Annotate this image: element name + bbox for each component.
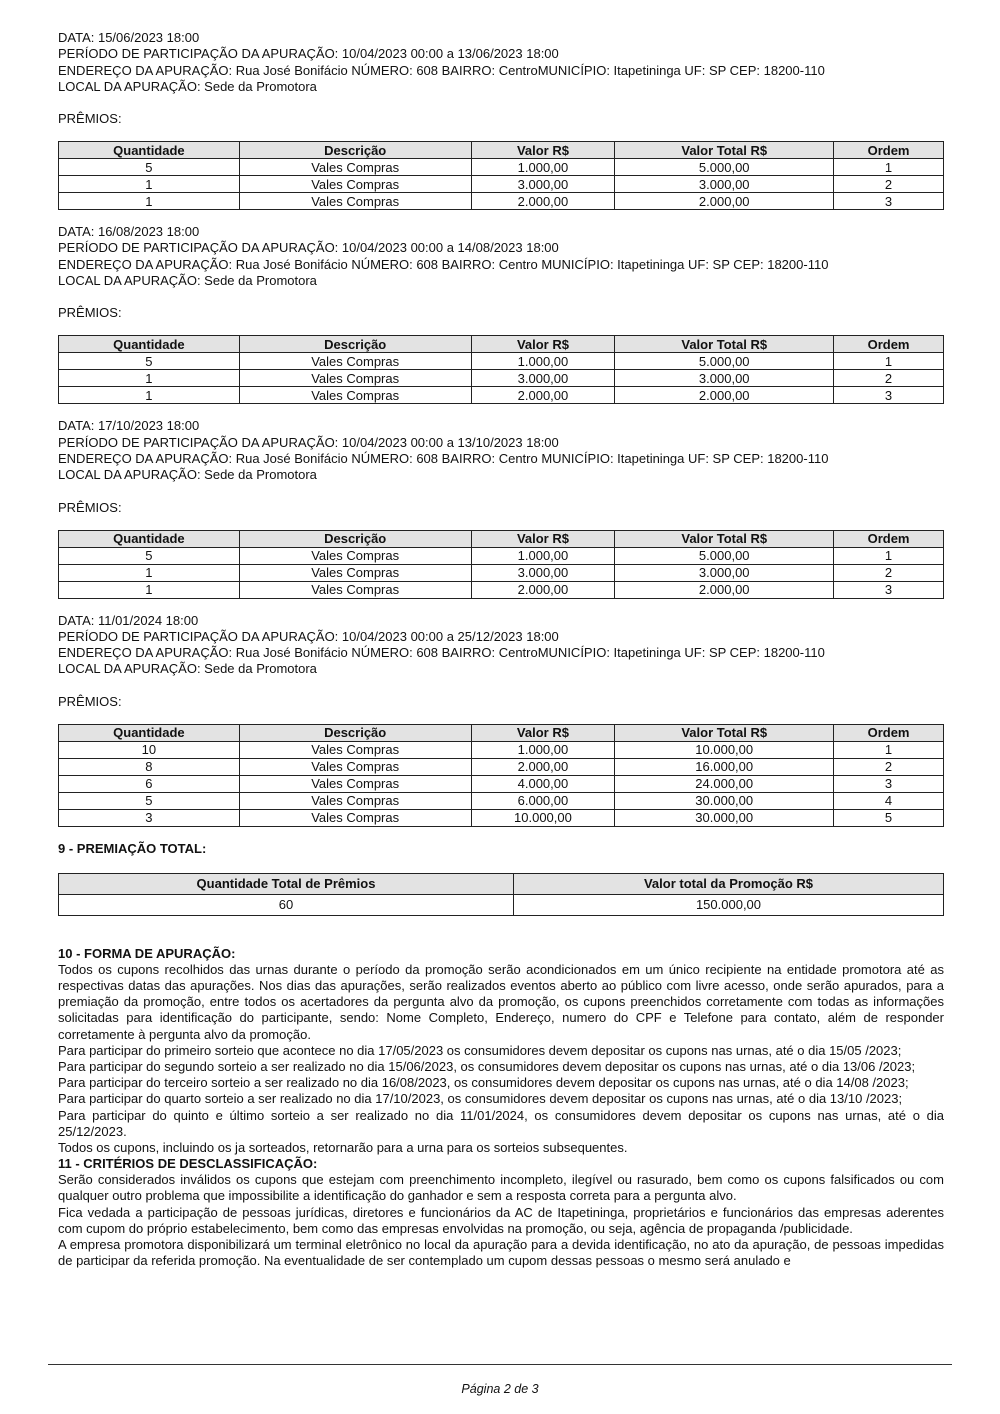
table-cell: 3.000,00	[471, 176, 615, 193]
table-cell: 5	[59, 159, 240, 176]
premiacao-total-table	[58, 873, 944, 916]
table-cell: 16.000,00	[615, 758, 834, 775]
table-cell: 1	[59, 176, 240, 193]
paragraph: Serão considerados inválidos os cupons que estejam com preenchimento incompleto, ilegível ou rasurado, bem como os cupons falsificados ou com qualquer outro problema que impossibilite a identificação do ganhador e sem a resposta correta para a pergunta alvo.	[58, 1172, 944, 1204]
table-header-cell: Valor Total R$	[615, 530, 834, 547]
table-cell: 60	[59, 894, 514, 915]
apuracao-data: DATA: 16/08/2023 18:00	[58, 224, 200, 240]
apuracao-local: LOCAL DA APURAÇÃO: Sede da Promotora	[58, 78, 317, 94]
table-cell: 2	[834, 370, 944, 387]
table-cell: 1	[59, 581, 240, 598]
table-cell: 1	[834, 741, 944, 758]
table-cell: Vales Compras	[239, 159, 471, 176]
apuracao-local: LOCAL DA APURAÇÃO: Sede da Promotora	[58, 273, 317, 289]
table-cell: 1.000,00	[471, 159, 615, 176]
premios-table	[58, 724, 944, 827]
paragraph: Fica vedada a participação de pessoas jurídicas, diretores e funcionários da AC de Itapetininga, proprietários e funcionários das empresas aderentes com cupom do próprio estabelecimento, bem como das empresas envolvidas na promoção, ou seja, agência de propaganda /publicidade.	[58, 1204, 944, 1236]
table-header-cell: Ordem	[834, 724, 944, 741]
table-header-row	[59, 530, 944, 547]
paragraph: Para participar do quarto sorteio a ser realizado no dia 17/10/2023, os consumidores devem depositar os cupons nas urnas, até o dia 13/10 /2023;	[58, 1091, 903, 1107]
table-header-cell: Ordem	[834, 530, 944, 547]
premios-label: PRÊMIOS:	[58, 499, 122, 515]
premios-label: PRÊMIOS:	[58, 693, 122, 709]
premios-label: PRÊMIOS:	[58, 111, 122, 127]
table-cell: 1.000,00	[471, 353, 615, 370]
table-row	[59, 547, 944, 564]
apuracoes-list	[58, 30, 944, 827]
apuracao-periodo: PERÍODO DE PARTICIPAÇÃO DA APURAÇÃO: 10/04/2023 00:00 a 13/06/2023 18:00	[58, 46, 559, 62]
paragraph: Para participar do segundo sorteio a ser realizado no dia 15/06/2023, os consumidores devem depositar os cupons nas urnas, até o dia 13/06 /2023;	[58, 1058, 916, 1074]
apuracao-data: DATA: 17/10/2023 18:00	[58, 418, 200, 434]
table-cell: 3	[59, 809, 240, 826]
apuracao-data: DATA: 11/01/2024 18:00	[58, 612, 199, 628]
table-row	[59, 370, 944, 387]
table-header-cell: Valor R$	[471, 336, 615, 353]
apuracao-endereco: ENDEREÇO DA APURAÇÃO: Rua José Bonifácio NÚMERO: 608 BAIRRO: Centro MUNICÍPIO: Itapetininga UF: SP CEP: 18200-110	[58, 256, 829, 272]
table-header-cell: Valor Total R$	[615, 336, 834, 353]
forma-apuracao-text	[58, 962, 944, 1156]
apuracao-endereco: ENDEREÇO DA APURAÇÃO: Rua José Bonifácio NÚMERO: 608 BAIRRO: Centro MUNICÍPIO: Itapetininga UF: SP CEP: 18200-110	[58, 450, 829, 466]
page-number: Página 2 de 3	[461, 1382, 539, 1396]
table-cell: 3	[834, 775, 944, 792]
paragraph: Todos os cupons recolhidos das urnas durante o período da promoção serão acondicionados em um único recipiente na entidade promotora até as respectivas datas das apurações. Nos dias das apurações, serão realizados eventos aberto ao público com livre acesso, onde serão apurados, para a premiação da promoção, entre todos os acertadores da pergunta alvo da promoção, os cupons preenchidos corretamente com todas as informações solicitadas para identificação do participante, sendo: Nome Completo, Endereço, numero do CPF e Telefone para contato, além de responder corretamente à pergunta alvo da promoção.	[58, 961, 944, 1042]
table-row	[59, 387, 944, 404]
table-cell: Vales Compras	[239, 581, 471, 598]
paragraph: Para participar do primeiro sorteio que acontece no dia 17/05/2023 os consumidores devem depositar os cupons nas urnas, até o dia 15/05 /2023;	[58, 1042, 902, 1058]
table-header-cell: Valor R$	[471, 530, 615, 547]
table-header-cell: Descrição	[239, 142, 471, 159]
table-cell: Vales Compras	[239, 370, 471, 387]
table-cell: 1	[834, 353, 944, 370]
table-cell: 5	[59, 547, 240, 564]
apuracao-endereco: ENDEREÇO DA APURAÇÃO: Rua José Bonifácio NÚMERO: 608 BAIRRO: CentroMUNICÍPIO: Itapetininga UF: SP CEP: 18200-110	[58, 645, 825, 661]
table-cell: 2.000,00	[615, 581, 834, 598]
table-cell: 1	[59, 370, 240, 387]
apuracao-block	[58, 613, 944, 827]
paragraph: Para participar do terceiro sorteio a ser realizado no dia 16/08/2023, os consumidores devem depositar os cupons nas urnas, até o dia 14/08 /2023;	[58, 1075, 909, 1091]
table-cell: 10	[59, 741, 240, 758]
table-cell: 3.000,00	[615, 564, 834, 581]
table-cell: Vales Compras	[239, 176, 471, 193]
table-header-cell: Descrição	[239, 530, 471, 547]
apuracao-local: LOCAL DA APURAÇÃO: Sede da Promotora	[58, 661, 317, 677]
table-row	[59, 176, 944, 193]
premiacao-total-title: 9 - PREMIAÇÃO TOTAL:	[58, 840, 207, 856]
table-header-row	[59, 873, 944, 894]
table-row	[59, 741, 944, 758]
table-header-cell: Ordem	[834, 142, 944, 159]
table-cell: 1	[59, 564, 240, 581]
table-header-row	[59, 724, 944, 741]
apuracao-local: LOCAL DA APURAÇÃO: Sede da Promotora	[58, 467, 317, 483]
premios-table	[58, 530, 944, 599]
paragraph: Para participar do quinto e último sorteio a ser realizado no dia 11/01/2024, os consumidores devem depositar os cupons nas urnas, até o dia 25/12/2023.	[58, 1107, 944, 1139]
table-row	[59, 792, 944, 809]
table-header-row	[59, 336, 944, 353]
table-cell: Vales Compras	[239, 547, 471, 564]
table-cell: 3.000,00	[615, 370, 834, 387]
table-cell: 2.000,00	[471, 581, 615, 598]
table-cell: 5	[834, 809, 944, 826]
table-cell: 3.000,00	[471, 370, 615, 387]
apuracao-periodo: PERÍODO DE PARTICIPAÇÃO DA APURAÇÃO: 10/04/2023 00:00 a 25/12/2023 18:00	[58, 628, 559, 644]
table-cell: 3	[834, 193, 944, 210]
table-row	[59, 564, 944, 581]
table-cell: 3	[834, 581, 944, 598]
paragraph: A empresa promotora disponibilizará um terminal eletrônico no local da apuração para a devida identificação, no ato da apuração, de pessoas impedidas de participar da referida promoção. Na eventualidade de ser contemplado um cupom dessas pessoas o mesmo será anulado e	[58, 1237, 944, 1269]
table-cell: Vales Compras	[239, 564, 471, 581]
table-header-cell: Valor R$	[471, 142, 615, 159]
table-cell: 4.000,00	[471, 775, 615, 792]
table-cell: 6.000,00	[471, 792, 615, 809]
table-row	[59, 775, 944, 792]
table-cell: 3.000,00	[471, 564, 615, 581]
table-cell: 10.000,00	[471, 809, 615, 826]
table-row	[59, 581, 944, 598]
table-cell: 1	[59, 193, 240, 210]
table-header-cell: Valor Total R$	[615, 142, 834, 159]
criterios-title: 11 - CRITÉRIOS DE DESCLASSIFICAÇÃO:	[58, 1156, 318, 1172]
table-row	[59, 159, 944, 176]
table-cell: 2.000,00	[471, 387, 615, 404]
table-cell: 30.000,00	[615, 809, 834, 826]
apuracao-data: DATA: 15/06/2023 18:00	[58, 30, 200, 45]
apuracao-periodo: PERÍODO DE PARTICIPAÇÃO DA APURAÇÃO: 10/04/2023 00:00 a 13/10/2023 18:00	[58, 434, 559, 450]
table-header-cell: Ordem	[834, 336, 944, 353]
table-header-row	[59, 142, 944, 159]
table-header-cell: Quantidade	[59, 724, 240, 741]
table-cell: 2	[834, 176, 944, 193]
table-cell: 5.000,00	[615, 159, 834, 176]
table-cell: 1	[834, 159, 944, 176]
table-cell: 2.000,00	[615, 193, 834, 210]
table-cell: 1.000,00	[471, 741, 615, 758]
document-page	[58, 30, 944, 1269]
apuracao-periodo: PERÍODO DE PARTICIPAÇÃO DA APURAÇÃO: 10/04/2023 00:00 a 14/08/2023 18:00	[58, 240, 559, 256]
table-cell: Vales Compras	[239, 775, 471, 792]
table-cell: Vales Compras	[239, 387, 471, 404]
apuracao-block	[58, 224, 944, 404]
table-cell: 3	[834, 387, 944, 404]
apuracao-endereco: ENDEREÇO DA APURAÇÃO: Rua José Bonifácio NÚMERO: 608 BAIRRO: CentroMUNICÍPIO: Itapetininga UF: SP CEP: 18200-110	[58, 62, 825, 78]
table-cell: 2.000,00	[471, 193, 615, 210]
criterios-text	[58, 1172, 944, 1269]
table-cell: 5.000,00	[615, 547, 834, 564]
table-header-cell: Quantidade	[59, 142, 240, 159]
forma-apuracao-title: 10 - FORMA DE APURAÇÃO:	[58, 945, 236, 961]
table-row	[59, 353, 944, 370]
table-cell: 6	[59, 775, 240, 792]
table-row	[59, 809, 944, 826]
table-row	[59, 894, 944, 915]
table-cell: 1	[59, 387, 240, 404]
table-row	[59, 193, 944, 210]
table-header-cell: Descrição	[239, 724, 471, 741]
table-header-cell: Descrição	[239, 336, 471, 353]
table-cell: 3.000,00	[615, 176, 834, 193]
table-cell: 5	[59, 353, 240, 370]
table-cell: 2.000,00	[471, 758, 615, 775]
premios-table	[58, 335, 944, 404]
apuracao-block	[58, 30, 944, 210]
table-cell: 30.000,00	[615, 792, 834, 809]
table-cell: 8	[59, 758, 240, 775]
table-header-cell: Quantidade	[59, 530, 240, 547]
table-row	[59, 758, 944, 775]
table-cell: 4	[834, 792, 944, 809]
table-cell: Vales Compras	[239, 758, 471, 775]
apuracao-block	[58, 418, 944, 598]
table-header-cell: Quantidade Total de Prêmios	[59, 873, 514, 894]
table-header-cell: Valor R$	[471, 724, 615, 741]
table-cell: Vales Compras	[239, 809, 471, 826]
table-cell: 10.000,00	[615, 741, 834, 758]
table-cell: Vales Compras	[239, 353, 471, 370]
table-cell: 1.000,00	[471, 547, 615, 564]
table-cell: 2	[834, 564, 944, 581]
table-header-cell: Quantidade	[59, 336, 240, 353]
table-header-cell: Valor Total R$	[615, 724, 834, 741]
premios-table	[58, 141, 944, 210]
table-cell: Vales Compras	[239, 741, 471, 758]
table-cell: 1	[834, 547, 944, 564]
table-cell: 5.000,00	[615, 353, 834, 370]
table-cell: 24.000,00	[615, 775, 834, 792]
table-cell: Vales Compras	[239, 193, 471, 210]
table-cell: 2	[834, 758, 944, 775]
paragraph: Todos os cupons, incluindo os ja sorteados, retornarão para a urna para os sorteios subsequentes.	[58, 1139, 628, 1155]
table-cell: 150.000,00	[514, 894, 944, 915]
footer-divider	[48, 1364, 952, 1365]
table-header-cell: Valor total da Promoção R$	[514, 873, 944, 894]
table-cell: 2.000,00	[615, 387, 834, 404]
table-cell: Vales Compras	[239, 792, 471, 809]
premios-label: PRÊMIOS:	[58, 305, 122, 321]
table-cell: 5	[59, 792, 240, 809]
